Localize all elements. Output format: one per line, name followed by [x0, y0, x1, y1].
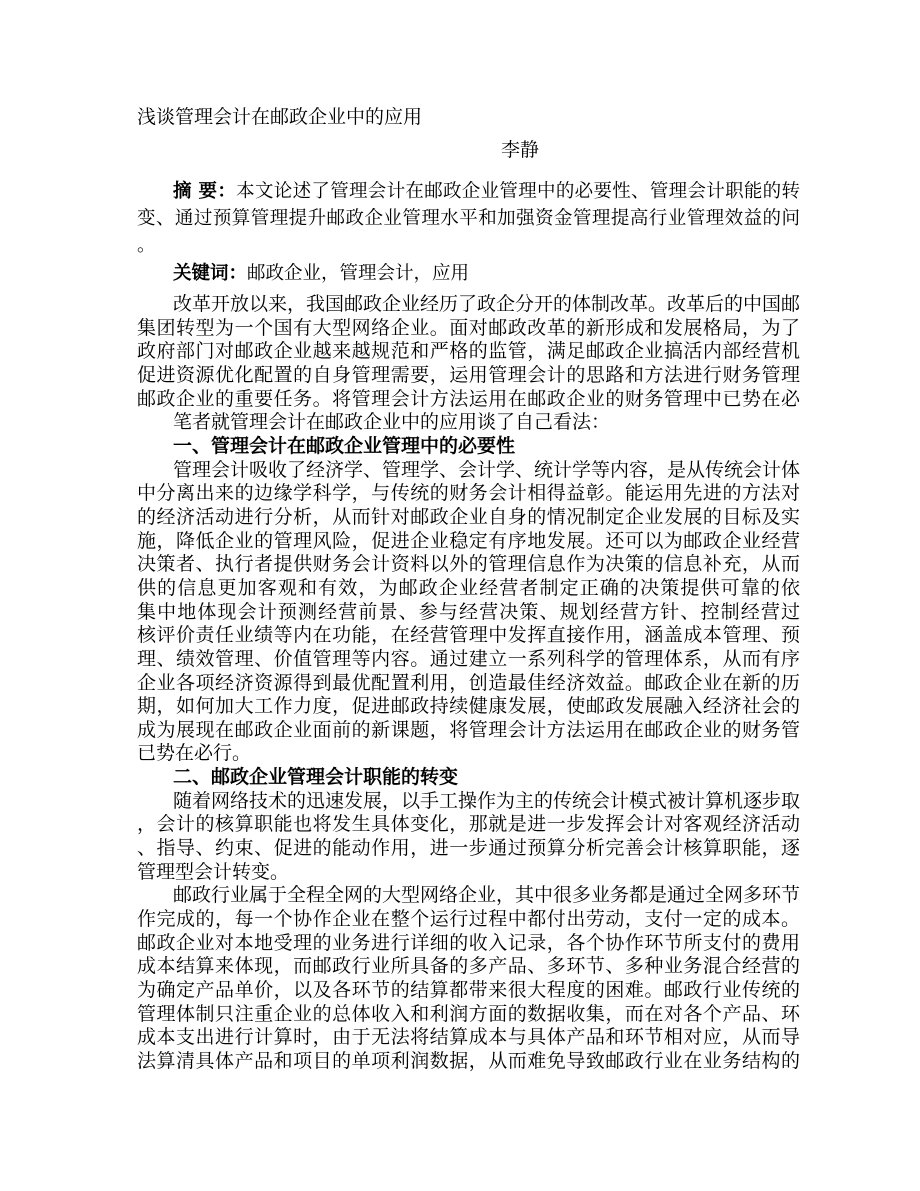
- author-name: 李静: [500, 139, 539, 161]
- body-text: [137, 293, 800, 1074]
- abstract-line: [137, 178, 800, 205]
- body-line: 为确定产品单价，以及各环节的结算都带来很大程度的困难。邮政行业传统的: [137, 979, 800, 1002]
- abstract: [137, 178, 800, 259]
- body-line: 集团转型为一个国有大型网络企业。面对邮政改革的新形成和发展格局，为了: [137, 316, 800, 339]
- body-line: 成本结算来体现，而邮政行业所具备的多产品、多环节、多种业务混合经营的: [137, 955, 800, 978]
- body-line: 作完成的，每一个协作企业在整个运行过程中都付出劳动，支付一定的成本。: [137, 908, 800, 931]
- keywords-label: 关键词：: [173, 263, 248, 284]
- keywords-text: 邮政企业，管理会计，应用: [247, 263, 470, 284]
- keywords: [137, 260, 836, 287]
- body-line: 笔者就管理会计在邮政企业中的应用谈了自己看法：: [173, 411, 611, 434]
- body-line: 法算清具体产品和项目的单项利润数据，从而难免导致邮政行业在业务结构的: [137, 1050, 800, 1072]
- body-line: 决策者、执行者提供财务会计资料以外的管理信息作为决策的信息补充，从而: [137, 553, 800, 576]
- document-title: 浅谈管理会计在邮政企业中的应用: [137, 106, 423, 128]
- body-line: 促进资源优化配置的自身管理需要，运用管理会计的思路和方法进行财务管理: [137, 363, 800, 386]
- abstract-line: 。: [137, 235, 156, 256]
- section-heading: 二、邮政企业管理会计职能的转变: [173, 766, 459, 789]
- body-line: 、指导、约束、促进的能动作用，进一步通过预算分析完善会计核算职能，逐: [137, 837, 800, 860]
- body-line: 施，降低企业的管理风险，促进企业稳定有序地发展。还可以为邮政企业经营: [137, 529, 800, 552]
- body-line: 管理体制只注重企业的总体收入和利润方面的数据收集，而在对各个产品、环: [137, 1002, 800, 1025]
- body-line: 成为展现在邮政企业面前的新课题，将管理会计方法运用在邮政企业的财务管: [137, 718, 800, 741]
- body-line: 改革开放以来，我国邮政企业经历了政企分开的体制改革。改革后的中国邮: [173, 293, 800, 315]
- body-line: 成本支出进行计算时，由于无法将结算成本与具体产品和环节相对应，从而导: [137, 1026, 800, 1049]
- body-line: 理、绩效管理、价值管理等内容。通过建立一系列科学的管理体系，从而有序: [137, 647, 800, 670]
- body-line: 随着网络技术的迅速发展，以手工操作为主的传统会计模式被计算机逐步取: [173, 789, 800, 812]
- body-line: 管理会计吸收了经济学、管理学、会计学、统计学等内容，是从传统会计体: [173, 458, 800, 481]
- abstract-line: 变、通过预算管理提升邮政企业管理水平和加强资金管理提高行业管理效益的问: [137, 208, 800, 229]
- body-line: 管理型会计转变。: [137, 860, 290, 883]
- body-line: 核评价责任业绩等内在功能，在经营管理中发挥直接作用，涵盖成本管理、预: [137, 624, 800, 647]
- body-line: 企业各项经济资源得到最优配置利用，创造最佳经济效益。邮政企业在新的历: [137, 671, 800, 694]
- body-line: 的经济活动进行分析，从而针对邮政企业自身的情况制定企业发展的目标及实: [137, 505, 800, 528]
- body-line: 已势在必行。: [137, 742, 252, 765]
- body-line: 中分离出来的边缘学科学，与传统的财务会计相得益彰。能运用先进的方法对: [137, 482, 800, 505]
- abstract-text: 本文论述了管理会计在邮政企业管理中的必要性、管理会计职能的转: [236, 181, 800, 202]
- section-heading: 一、管理会计在邮政企业管理中的必要性: [173, 434, 516, 457]
- body-line: 邮政行业属于全程全网的大型网络企业，其中很多业务都是通过全网多环节: [173, 884, 800, 907]
- abstract-label: 摘 要：: [173, 181, 237, 202]
- body-line: 政府部门对邮政企业越来越规范和严格的监管，满足邮政企业搞活内部经营机: [137, 340, 800, 363]
- body-line: 期，如何加大工作力度，促进邮政持续健康发展，使邮政发展融入经济社会的: [137, 695, 800, 718]
- body-line: 邮政企业的重要任务。将管理会计方法运用在邮政企业的财务管理中已势在必: [137, 387, 800, 410]
- body-line: 邮政企业对本地受理的业务进行详细的收入记录，各个协作环节所支付的费用: [137, 931, 800, 954]
- body-line: ，会计的核算职能也将发生具体变化，那就是进一步发挥会计对客观经济活动: [137, 813, 800, 836]
- body-line: 集中地体现会计预测经营前景、参与经营决策、规划经营方针、控制经营过: [137, 600, 800, 623]
- body-line: 供的信息更加客观和有效，为邮政企业经营者制定正确的决策提供可靠的依: [137, 576, 800, 599]
